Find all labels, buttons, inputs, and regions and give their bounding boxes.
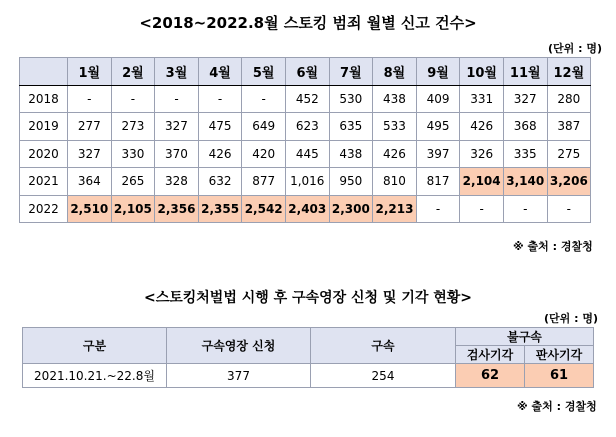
count-cell: 277: [68, 113, 112, 141]
table-row: [20, 113, 591, 141]
count-cell: 2,510: [68, 195, 112, 223]
count-cell: 2,213: [373, 195, 417, 223]
header-non-arrest: 불구속: [456, 328, 594, 346]
count-cell: 275: [547, 140, 591, 168]
count-cell: 810: [373, 168, 417, 196]
year-cell: 2021: [20, 168, 68, 196]
month-header: 4월: [198, 58, 242, 86]
header-corner: [20, 58, 68, 86]
table-row: [20, 168, 591, 196]
table-row: [20, 140, 591, 168]
header-prosecutor-rejected: 검사기각: [456, 346, 525, 364]
count-cell: 495: [416, 113, 460, 141]
count-cell: 635: [329, 113, 373, 141]
month-header: 6월: [285, 58, 329, 86]
count-cell: 2,403: [285, 195, 329, 223]
month-header: 8월: [373, 58, 417, 86]
header-arrest: 구속: [311, 328, 456, 364]
count-cell: -: [547, 195, 591, 223]
header-category: 구분: [23, 328, 167, 364]
count-cell: 649: [242, 113, 286, 141]
count-cell: 280: [547, 85, 591, 113]
month-header: 3월: [155, 58, 199, 86]
count-cell: 445: [285, 140, 329, 168]
count-cell: 877: [242, 168, 286, 196]
month-header: 1월: [68, 58, 112, 86]
header-warrant: 구속영장 신청: [167, 328, 311, 364]
year-cell: 2022: [20, 195, 68, 223]
count-cell: 387: [547, 113, 591, 141]
count-cell: -: [111, 85, 155, 113]
period-cell: 2021.10.21.~22.8월: [23, 364, 167, 388]
count-cell: 426: [198, 140, 242, 168]
count-cell: 364: [68, 168, 112, 196]
month-header: 12월: [547, 58, 591, 86]
month-header: 9월: [416, 58, 460, 86]
count-cell: 426: [460, 113, 504, 141]
count-cell: 2,355: [198, 195, 242, 223]
count-cell: 533: [373, 113, 417, 141]
count-cell: -: [242, 85, 286, 113]
count-cell: -: [68, 85, 112, 113]
table2-source: ※ 출처 : 경찰청: [517, 400, 597, 413]
count-cell: 3,140: [503, 168, 547, 196]
year-cell: 2020: [20, 140, 68, 168]
count-cell: 623: [285, 113, 329, 141]
count-cell: 331: [460, 85, 504, 113]
count-cell: -: [198, 85, 242, 113]
count-cell: 2,104: [460, 168, 504, 196]
count-cell: 950: [329, 168, 373, 196]
count-cell: 420: [242, 140, 286, 168]
header-judge-rejected: 판사기각: [525, 346, 594, 364]
count-cell: 3,206: [547, 168, 591, 196]
count-cell: 1,016: [285, 168, 329, 196]
count-cell: 426: [373, 140, 417, 168]
month-header: 10월: [460, 58, 504, 86]
table-row: [20, 195, 591, 223]
count-cell: 817: [416, 168, 460, 196]
count-cell: -: [155, 85, 199, 113]
count-cell: 2,356: [155, 195, 199, 223]
count-cell: -: [503, 195, 547, 223]
warrant-cell: 377: [167, 364, 311, 388]
arrest-cell: 254: [311, 364, 456, 388]
count-cell: 530: [329, 85, 373, 113]
count-cell: 335: [503, 140, 547, 168]
judge-rejected-cell: 61: [525, 364, 594, 388]
count-cell: -: [416, 195, 460, 223]
count-cell: 475: [198, 113, 242, 141]
count-cell: 330: [111, 140, 155, 168]
count-cell: 327: [503, 85, 547, 113]
count-cell: 326: [460, 140, 504, 168]
count-cell: 632: [198, 168, 242, 196]
count-cell: 2,105: [111, 195, 155, 223]
count-cell: 368: [503, 113, 547, 141]
year-cell: 2018: [20, 85, 68, 113]
count-cell: 328: [155, 168, 199, 196]
warrant-status-table: [22, 327, 594, 388]
count-cell: 409: [416, 85, 460, 113]
count-cell: 2,542: [242, 195, 286, 223]
table1-unit: (단위 : 명): [548, 42, 602, 55]
stalking-monthly-table: [19, 57, 591, 223]
month-header: 2월: [111, 58, 155, 86]
table1-title: <2018~2022.8월 스토킹 범죄 월별 신고 건수>: [139, 14, 477, 32]
count-cell: 2,300: [329, 195, 373, 223]
month-header: 11월: [503, 58, 547, 86]
count-cell: 438: [373, 85, 417, 113]
count-cell: 438: [329, 140, 373, 168]
year-cell: 2019: [20, 113, 68, 141]
table1-source: ※ 출처 : 경찰청: [513, 240, 593, 253]
count-cell: 397: [416, 140, 460, 168]
count-cell: 370: [155, 140, 199, 168]
month-header: 5월: [242, 58, 286, 86]
table2-title: <스토킹처벌법 시행 후 구속영장 신청 및 기각 현황>: [143, 290, 473, 306]
month-header: 7월: [329, 58, 373, 86]
count-cell: 452: [285, 85, 329, 113]
count-cell: 327: [155, 113, 199, 141]
table2-unit: (단위 : 명): [544, 312, 598, 325]
count-cell: 273: [111, 113, 155, 141]
prosecutor-rejected-cell: 62: [456, 364, 525, 388]
table-row: [20, 85, 591, 113]
count-cell: 327: [68, 140, 112, 168]
count-cell: 265: [111, 168, 155, 196]
count-cell: -: [460, 195, 504, 223]
